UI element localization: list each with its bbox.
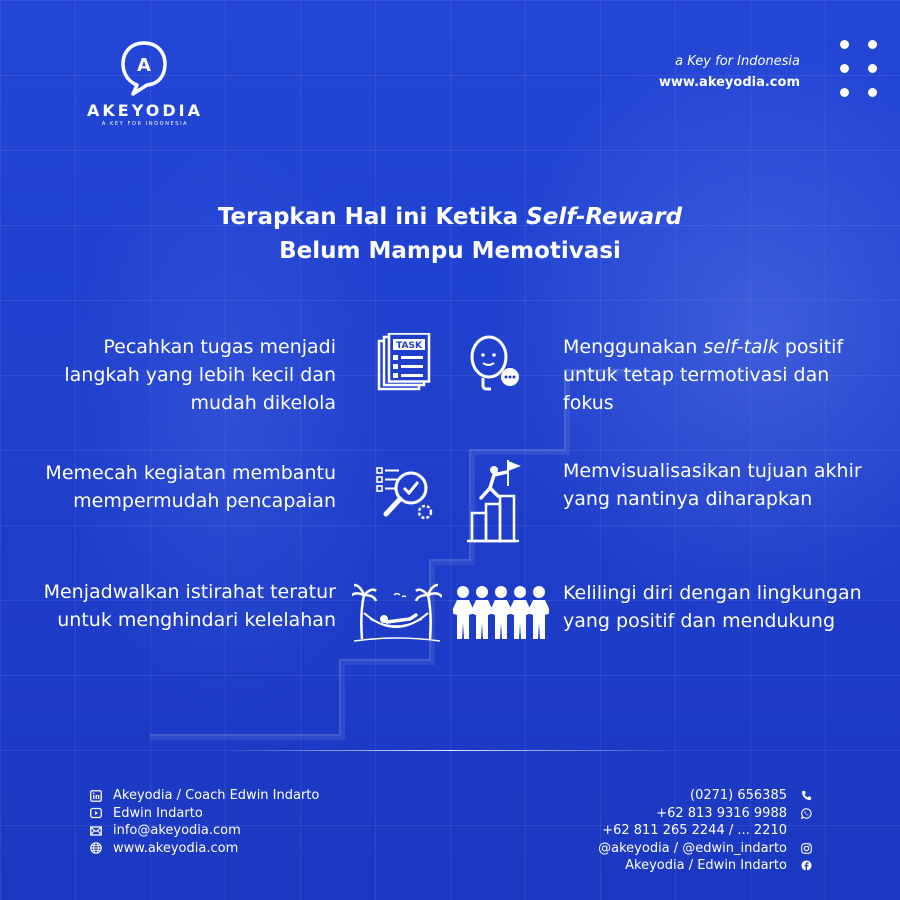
goal-flag-icon — [463, 458, 523, 544]
footer-phone-extra[interactable]: +62 811 265 2244 / ... 2210 — [492, 822, 812, 840]
footer-instagram[interactable]: @akeyodia / @edwin_indarto — [492, 840, 812, 858]
checklist-analysis-icon — [375, 462, 435, 522]
footer-right — [492, 787, 812, 875]
tip-right-3: Kelilingi diri dengan lingkungan yang positif dan mendukung — [563, 582, 862, 632]
instagram-icon — [801, 843, 812, 854]
tip-left-3: Menjadwalkan istirahat teratur untuk menghindari kelelahan — [43, 581, 336, 631]
header-tagline: a Key for Indonesia — [675, 54, 800, 69]
tip-right-1: Menggunakan self-talk positif untuk tetap termotivasi dan fokus — [563, 336, 844, 414]
footer-email[interactable]: info@akeyodia.com — [90, 822, 319, 840]
mirror-self-talk-icon — [463, 333, 523, 393]
youtube-icon — [90, 807, 102, 819]
page-title: Terapkan Hal ini Ketika Self-Reward Belum Mampu Memotivasi — [217, 204, 683, 264]
whatsapp-icon — [801, 808, 812, 819]
footer-linkedin[interactable]: Akeyodia / Coach Edwin Indarto — [90, 787, 319, 805]
brand-tagline: A KEY FOR INDONESIA — [101, 121, 189, 127]
linkedin-icon — [90, 790, 102, 802]
divider-line — [225, 750, 675, 751]
people-chain-icon — [453, 583, 549, 643]
brand-logo — [119, 40, 169, 96]
logo-letter: A — [137, 55, 151, 76]
globe-icon — [90, 842, 102, 854]
dots-grid-icon — [836, 38, 884, 102]
blank-icon-spacer — [801, 825, 812, 836]
footer-youtube[interactable]: Edwin Indarto — [90, 805, 319, 823]
footer-facebook[interactable]: Akeyodia / Edwin Indarto — [492, 857, 812, 875]
task-document-icon — [375, 333, 435, 393]
footer-phone[interactable]: (0271) 656385 — [492, 787, 812, 805]
footer-left — [90, 787, 319, 857]
facebook-icon — [801, 860, 812, 871]
title-emphasis: Self-Reward — [526, 204, 683, 230]
footer-whatsapp[interactable]: +62 813 9316 9988 — [492, 805, 812, 823]
hammock-rest-icon — [352, 583, 442, 643]
brand-name: AKEYODIA — [87, 101, 203, 120]
phone-icon — [801, 790, 812, 801]
footer-website[interactable]: www.akeyodia.com — [90, 840, 319, 858]
header-website[interactable]: www.akeyodia.com — [658, 75, 800, 90]
tip-left-1: Pecahkan tugas menjadi langkah yang lebih kecil dan mudah dikelola — [64, 336, 336, 414]
tip-right-2: Memvisualisasikan tujuan akhir yang nantinya diharapkan — [563, 460, 862, 510]
svg-text:TASK: TASK — [396, 341, 422, 351]
email-icon — [90, 825, 102, 837]
tip-left-2: Memecah kegiatan membantu mempermudah pencapaian — [45, 462, 336, 512]
